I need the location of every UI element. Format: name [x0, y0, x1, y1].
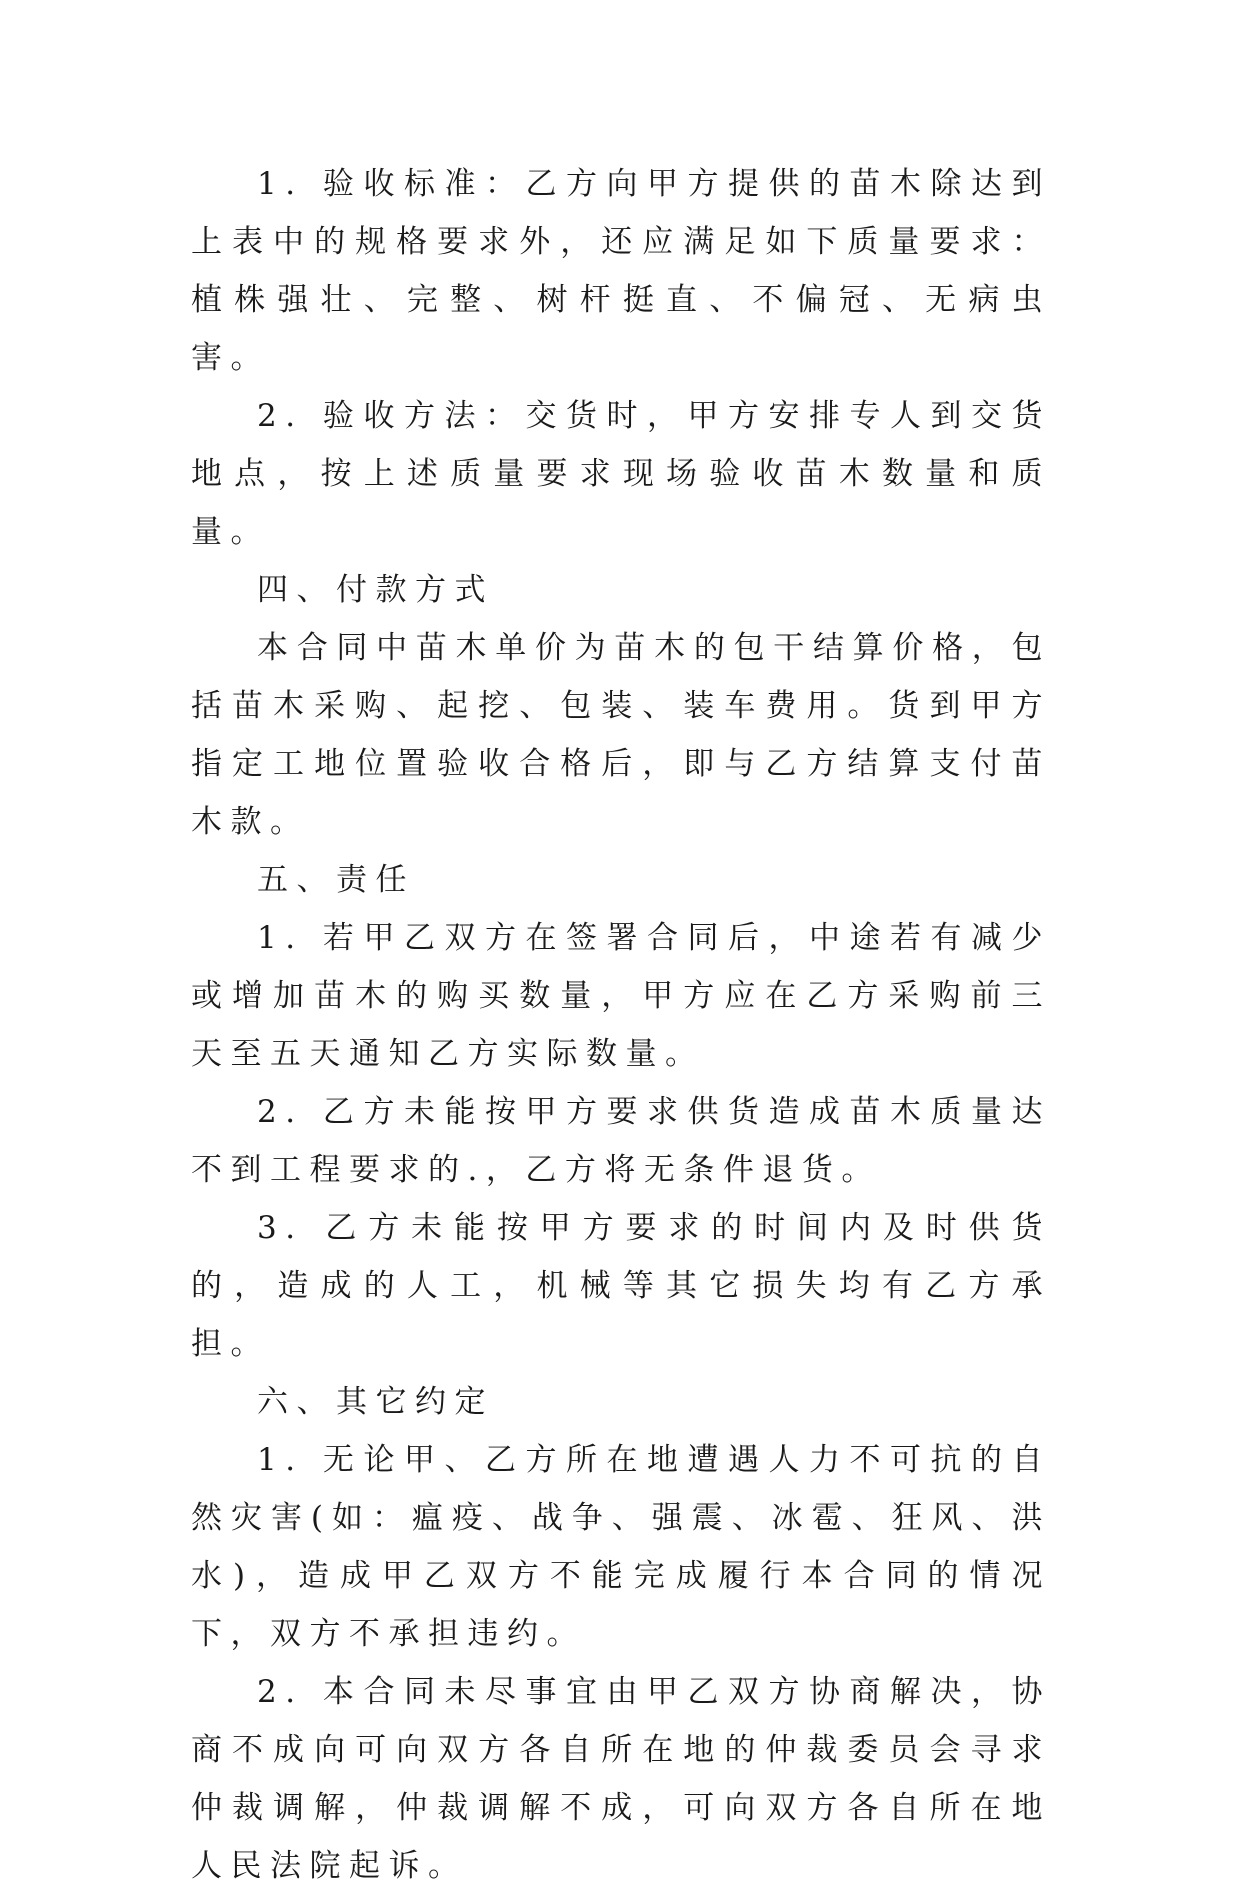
section-heading-other-terms: 六、其它约定: [257, 1384, 494, 1420]
section-heading-payment: 四、付款方式: [257, 572, 494, 608]
document-page: [191, 155, 1051, 1895]
responsibility-clause-2: 2. 乙方未能按甲方要求供货造成苗木质量达不到工程要求的.，乙方将无条件退货。: [191, 1094, 1051, 1188]
responsibility-clause-1: 1. 若甲乙双方在签署合同后，中途若有减少或增加苗木的购买数量，甲方应在乙方采购前三天至五天通知乙方实际数量。: [191, 920, 1051, 1072]
section-heading-responsibility: 五、责任: [257, 862, 415, 898]
other-terms-clause-2: 2. 本合同未尽事宜由甲乙双方协商解决，协商不成向可向双方各自所在地的仲裁委员会寻求仲裁调解，仲裁调解不成，可向双方各自所在地人民法院起诉。: [191, 1674, 1051, 1884]
payment-terms-paragraph: 本合同中苗木单价为苗木的包干结算价格，包括苗木采购、起挖、包装、装车费用。货到甲方指定工地位置验收合格后，即与乙方结算支付苗木款。: [191, 630, 1051, 840]
other-terms-clause-1: 1. 无论甲、乙方所在地遭遇人力不可抗的自然灾害(如：瘟疫、战争、强震、冰雹、狂风、洪水)，造成甲乙双方不能完成履行本合同的情况下，双方不承担违约。: [191, 1442, 1051, 1652]
responsibility-clause-3: 3. 乙方未能按甲方要求的时间内及时供货的，造成的人工，机械等其它损失均有乙方承担。: [191, 1210, 1051, 1362]
acceptance-standard-paragraph: 1. 验收标准：乙方向甲方提供的苗木除达到上表中的规格要求外，还应满足如下质量要求：植株强壮、完整、树杆挺直、不偏冠、无病虫害。: [191, 166, 1051, 376]
acceptance-method-paragraph: 2. 验收方法：交货时，甲方安排专人到交货地点，按上述质量要求现场验收苗木数量和质量。: [191, 398, 1051, 550]
